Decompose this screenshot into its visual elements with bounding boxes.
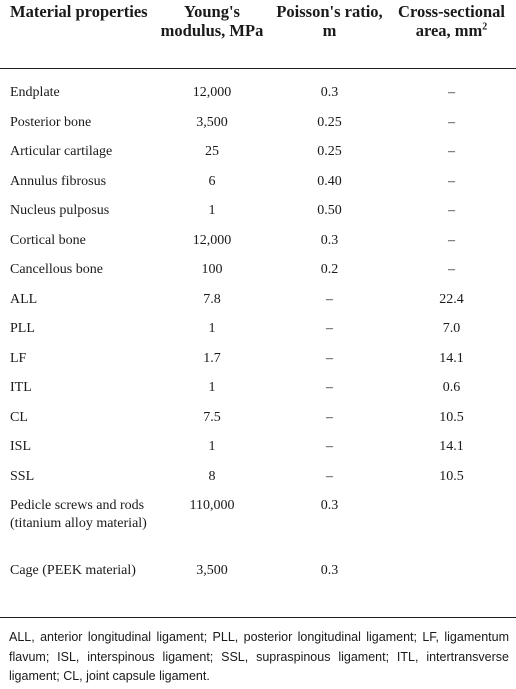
cell-youngs-modulus: 6: [208, 173, 216, 189]
cell-poissons-ratio: –: [326, 409, 333, 425]
table-row: [0, 379, 516, 409]
cell-youngs-modulus: 3,500: [196, 114, 228, 130]
cell-cross-sectional-area: 10.5: [439, 468, 464, 484]
table-row: [0, 468, 516, 498]
cell-youngs-modulus: 12,000: [192, 232, 232, 248]
table-row: [0, 497, 516, 562]
cell-material: Cortical bone: [10, 232, 86, 248]
table-row: [0, 202, 516, 232]
cell-youngs-modulus: 100: [201, 262, 223, 277]
cell-poissons-ratio: 0.2: [320, 262, 339, 277]
cell-poissons-ratio: –: [326, 321, 333, 336]
cell-cross-sectional-area: [387, 497, 516, 562]
cell-cross-sectional-area: 10.5: [439, 409, 464, 425]
cell-poissons-ratio: –: [326, 439, 333, 454]
table-row: [0, 562, 516, 617]
table-row: [0, 84, 516, 114]
cell-youngs-modulus: 25: [205, 144, 219, 159]
cell-youngs-modulus: 12,000: [192, 85, 232, 100]
cell-cross-sectional-area: –: [448, 232, 455, 248]
cell-material: ISL: [10, 439, 31, 454]
cell-cross-sectional-area: –: [448, 85, 455, 100]
cell-poissons-ratio: 0.25: [317, 114, 342, 130]
header-row: [0, 0, 516, 69]
table-footnote: ALL, anterior longitudinal ligament; PLL, posterior longitudinal ligament; LF, ligamentum flavum; ISL, interspinous ligament; SSL, supraspinous ligament; ITL, intertransverse ligament; CL, joint capsule ligament.: [9, 630, 509, 683]
cell-material: Nucleus pulposus: [10, 203, 110, 218]
cell-youngs-modulus: 110,000: [189, 498, 235, 513]
cell-material: Posterior bone: [10, 114, 92, 130]
cell-material: Cage (PEEK material): [10, 563, 136, 578]
cell-cross-sectional-area: –: [448, 173, 455, 189]
cell-cross-sectional-area: 7.0: [442, 321, 461, 336]
table-row: [0, 409, 516, 439]
cell-poissons-ratio: 0.25: [317, 144, 342, 159]
cell-material: Pedicle screws and rods (titanium alloy material): [10, 498, 147, 531]
cell-poissons-ratio: –: [326, 350, 333, 366]
cell-youngs-modulus: 1: [208, 380, 216, 395]
cell-poissons-ratio: 0.3: [320, 563, 339, 578]
table-row: [0, 232, 516, 262]
table-row: [0, 114, 516, 144]
cell-poissons-ratio: 0.3: [320, 85, 339, 100]
header-youngs-modulus: Young's modulus, MPa: [160, 2, 264, 40]
cell-material: ITL: [10, 380, 32, 395]
table-row: [0, 438, 516, 468]
cell-poissons-ratio: –: [326, 291, 333, 307]
cell-youngs-modulus: 7.5: [203, 409, 221, 425]
table-row: [0, 291, 516, 321]
cell-cross-sectional-area: –: [448, 114, 455, 130]
cell-material: SSL: [10, 468, 35, 484]
cell-material: Cancellous bone: [10, 262, 103, 277]
cell-poissons-ratio: 0.3: [320, 498, 339, 513]
cell-poissons-ratio: 0.3: [320, 232, 339, 248]
table-row: [0, 350, 516, 380]
cell-poissons-ratio: 0.40: [317, 173, 342, 189]
cell-youngs-modulus: 7.8: [203, 291, 221, 307]
cell-material: ALL: [10, 291, 38, 307]
header-poissons-ratio: Poisson's ratio, m: [276, 2, 383, 40]
cell-material: LF: [10, 350, 27, 366]
cell-cross-sectional-area: –: [448, 144, 455, 159]
cell-cross-sectional-area: 22.4: [439, 291, 464, 307]
table-row: [0, 173, 516, 203]
cell-material: PLL: [10, 321, 35, 336]
cell-material: Annulus fibrosus: [10, 173, 107, 189]
cell-material: CL: [10, 409, 28, 425]
cell-poissons-ratio: –: [326, 380, 333, 395]
table-body: [0, 69, 516, 618]
cell-youngs-modulus: 1.7: [203, 350, 221, 366]
cell-poissons-ratio: 0.50: [317, 203, 342, 218]
cell-cross-sectional-area: 14.1: [439, 439, 464, 454]
cell-youngs-modulus: 3,500: [196, 563, 228, 578]
cell-youngs-modulus: 1: [208, 321, 216, 336]
cell-material: Endplate: [10, 85, 60, 100]
cell-cross-sectional-area: 14.1: [439, 350, 464, 366]
cell-cross-sectional-area: [387, 562, 516, 617]
cell-youngs-modulus: 1: [208, 439, 216, 454]
cell-youngs-modulus: 1: [208, 203, 216, 218]
cell-cross-sectional-area: –: [448, 262, 455, 277]
table-row: [0, 143, 516, 173]
header-area-superscript: 2: [482, 21, 488, 33]
cell-youngs-modulus: 8: [208, 468, 216, 484]
header-area-text: Cross-sectional area, mm: [398, 2, 505, 40]
header-cross-sectional-area: [387, 0, 516, 69]
cell-poissons-ratio: –: [326, 468, 333, 484]
table-header: [0, 0, 516, 69]
table-row: [0, 261, 516, 291]
header-spacer: [0, 69, 516, 85]
cell-cross-sectional-area: –: [448, 203, 455, 218]
header-material: Material properties: [10, 2, 148, 21]
cell-material: Articular cartilage: [10, 144, 113, 159]
table-row: [0, 320, 516, 350]
cell-cross-sectional-area: 0.6: [442, 380, 461, 395]
